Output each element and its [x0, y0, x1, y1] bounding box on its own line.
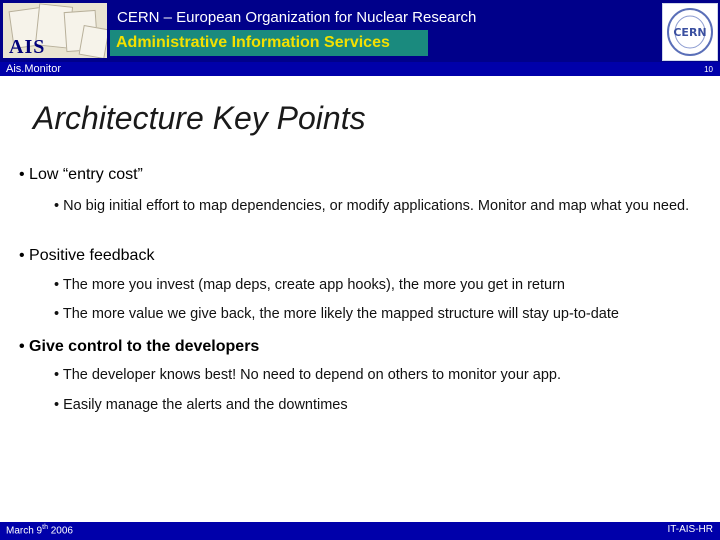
bullet-positive-feedback: • Positive feedback	[19, 247, 155, 264]
footer-date-suffix: 2006	[47, 525, 73, 537]
slide-title: Architecture Key Points	[33, 100, 366, 136]
slide-footer	[0, 522, 720, 540]
ais-logo	[3, 3, 107, 58]
department-subtitle: Administrative Information Services	[116, 34, 390, 51]
sub-bullet: • The more value we give back, the more likely the mapped structure will stay up-to-date	[54, 306, 619, 322]
sub-bullet: • The developer knows best! No need to depend on others to monitor your app.	[54, 367, 561, 383]
footer-date-prefix: March 9	[6, 525, 43, 537]
organization-title: CERN – European Organization for Nuclear Research	[117, 9, 477, 26]
cern-logo-text: CERN	[673, 26, 707, 39]
cern-logo	[662, 3, 718, 61]
logo-text: AIS	[9, 36, 46, 58]
title-band	[0, 62, 720, 76]
footer-date-sup: th	[42, 524, 48, 531]
sub-bullet: • No big initial effort to map dependencies, or modify applications. Monitor and map what you need.	[54, 198, 690, 214]
page-number: 10	[704, 65, 713, 74]
bullet-low-entry-cost: • Low “entry cost”	[19, 166, 143, 183]
sub-bullet: • The more you invest (map deps, create app hooks), the more you get in return	[54, 277, 565, 293]
footer-date	[6, 524, 73, 536]
bullet-give-control: • Give control to the developers	[19, 338, 260, 355]
sub-bullet: • Easily manage the alerts and the downtimes	[54, 397, 348, 413]
footer-group: IT-AIS-HR	[667, 524, 713, 535]
presentation-name: Ais.Monitor	[6, 63, 62, 75]
